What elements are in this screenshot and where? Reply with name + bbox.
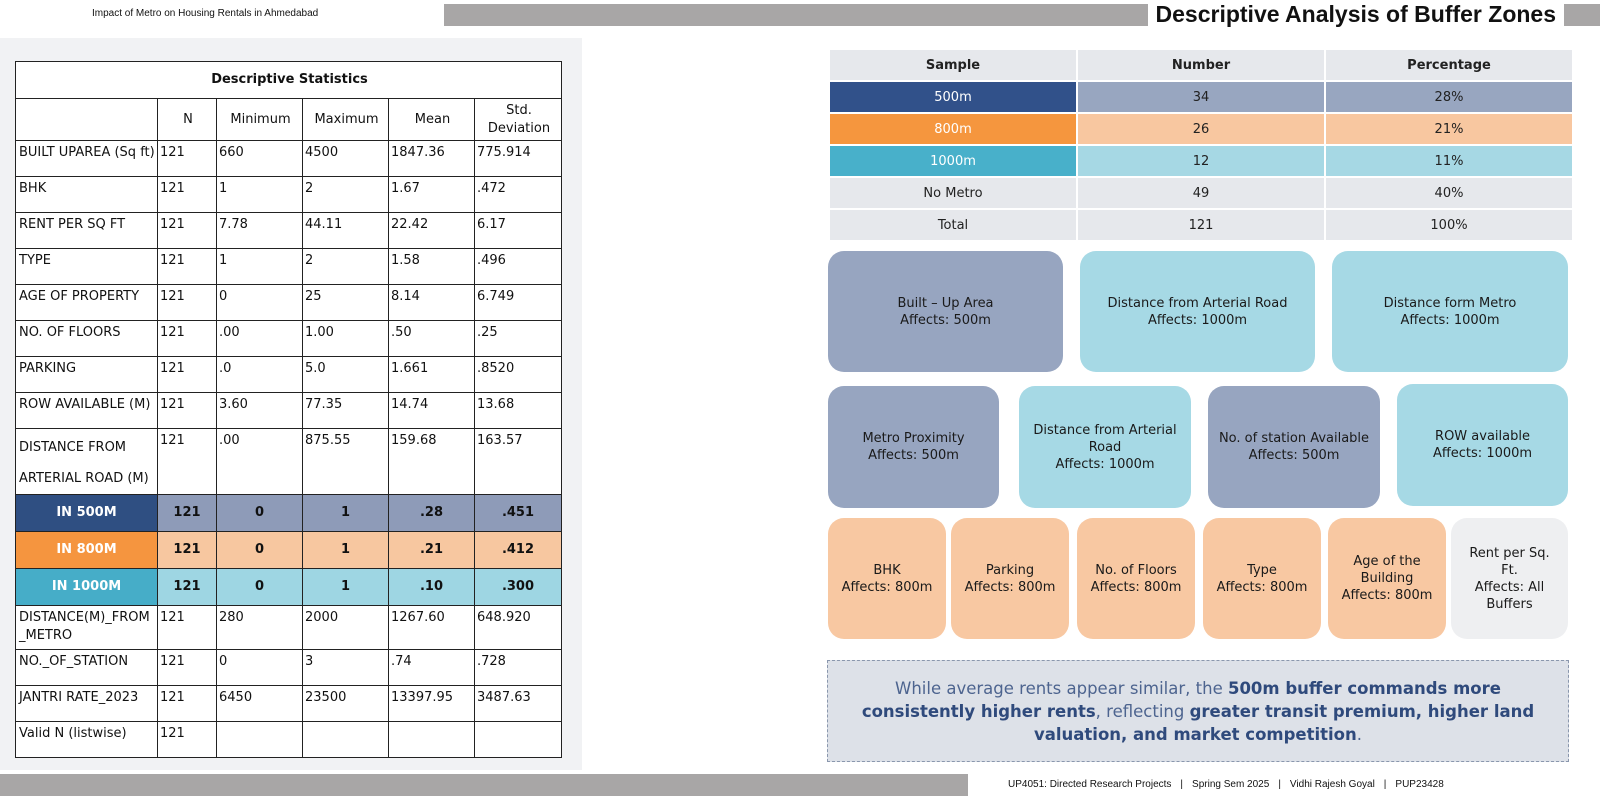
sample-row-no-metro	[830, 178, 1572, 208]
card-affects: Affects: 800m	[841, 579, 933, 595]
footer-author: Vidhi Rajesh Goyal	[1289, 779, 1375, 790]
table-title: Descriptive Statistics	[16, 62, 562, 99]
cell: 13397.95	[389, 686, 475, 722]
cell: 44.11	[303, 213, 389, 249]
cell: 1.67	[389, 177, 475, 213]
cell: 121	[1078, 210, 1324, 240]
cell: 121	[158, 429, 217, 495]
column-header: Sample	[830, 50, 1076, 80]
table-row	[16, 249, 562, 285]
factor-card-distance-arterial-road	[1080, 251, 1315, 372]
factor-card-distance-metro	[1332, 251, 1568, 372]
row-label: AGE OF PROPERTY	[16, 285, 158, 321]
factor-card-parking	[951, 518, 1069, 639]
cell: .728	[475, 650, 562, 686]
cell: 34	[1078, 82, 1324, 112]
card-title: Age of the Building	[1353, 554, 1421, 586]
table-row	[16, 606, 562, 650]
row-label: NO. OF FLOORS	[16, 321, 158, 357]
cell: .496	[475, 249, 562, 285]
cell: 121	[158, 213, 217, 249]
table-row	[16, 321, 562, 357]
card-affects: Affects: 1000m	[1432, 446, 1533, 461]
cell	[217, 722, 303, 758]
table-row	[16, 141, 562, 177]
footer-credits	[1008, 779, 1444, 790]
cell: 121	[158, 532, 217, 569]
factor-card-distance-arterial-road-2	[1019, 386, 1191, 508]
factor-card-age-building	[1328, 518, 1446, 639]
cell: .412	[475, 532, 562, 569]
cell: 1267.60	[389, 606, 475, 650]
cell: 12	[1078, 146, 1324, 176]
cell: 40%	[1326, 178, 1572, 208]
column-header: Minimum	[217, 99, 303, 141]
cell: 1.00	[303, 321, 389, 357]
card-affects: Affects: 1000m	[1147, 312, 1248, 328]
table-row	[16, 650, 562, 686]
factor-card-stations-available	[1208, 386, 1380, 508]
row-label: DISTANCE(M)_FROM _METRO	[16, 606, 158, 650]
cell: 121	[158, 141, 217, 177]
card-title: Distance from Arterial Road	[1107, 295, 1288, 311]
cell: 5.0	[303, 357, 389, 393]
cell: 2000	[303, 606, 389, 650]
column-header-blank	[16, 99, 158, 141]
sample-label: 500m	[830, 82, 1076, 112]
page-title: Descriptive Analysis of Buffer Zones	[1148, 0, 1564, 29]
cell: .472	[475, 177, 562, 213]
row-label: NO._OF_STATION	[16, 650, 158, 686]
note-emphasis: 500m buffer commands more consistently higher rents	[861, 678, 1501, 721]
cell: 121	[158, 569, 217, 606]
cell: .300	[475, 569, 562, 606]
cell: 6.17	[475, 213, 562, 249]
row-label: BUILT UPAREA (Sq ft)	[16, 141, 158, 177]
row-label: ROW AVAILABLE (M)	[16, 393, 158, 429]
factor-card-rent-per-sqft	[1451, 518, 1568, 639]
cell: 3.60	[217, 393, 303, 429]
cell: .8520	[475, 357, 562, 393]
column-header: Maximum	[303, 99, 389, 141]
sample-row-1000m	[830, 146, 1572, 176]
buffer-row-500m	[16, 495, 562, 532]
factor-card-floors	[1077, 518, 1195, 639]
footer-separator: |	[1180, 779, 1184, 790]
card-title: ROW available	[1435, 429, 1530, 444]
cell	[389, 722, 475, 758]
cell: 0	[217, 569, 303, 606]
cell: 875.55	[303, 429, 389, 495]
cell: 1	[217, 249, 303, 285]
cell: 121	[158, 321, 217, 357]
cell: 121	[158, 357, 217, 393]
cell: 23500	[303, 686, 389, 722]
row-label: Valid N (listwise)	[16, 722, 158, 758]
row-label: PARKING	[16, 357, 158, 393]
card-title: Distance form Metro	[1383, 295, 1517, 311]
card-affects: Affects: 500m	[900, 312, 991, 328]
card-affects: Affects: 1000m	[1400, 312, 1500, 328]
row-label: TYPE	[16, 249, 158, 285]
cell: 6450	[217, 686, 303, 722]
footer-id: PUP23428	[1395, 779, 1444, 790]
cell: .25	[475, 321, 562, 357]
sample-row-800m	[830, 114, 1572, 144]
cell	[303, 722, 389, 758]
cell: 159.68	[389, 429, 475, 495]
table-row	[16, 686, 562, 722]
footer-separator: |	[1383, 779, 1387, 790]
note-text: While average rents appear similar, the 500m buffer commands more consistently higher rents, reflecting greater transit premium, higher land valuation, and market competition.	[861, 678, 1535, 744]
row-label: RENT PER SQ FT	[16, 213, 158, 249]
descriptive-statistics-table	[15, 61, 562, 758]
card-title: No. of station Available	[1218, 431, 1370, 446]
cell: 1	[303, 532, 389, 569]
card-affects: Affects: 500m	[1248, 448, 1340, 463]
card-affects: Affects: 800m	[1090, 579, 1182, 595]
card-title: Metro Proximity	[862, 431, 965, 446]
column-header: N	[158, 99, 217, 141]
cell: 1847.36	[389, 141, 475, 177]
card-affects: Affects: 1000m	[1055, 456, 1155, 472]
card-title: No. of Floors	[1095, 562, 1177, 578]
table-row	[16, 213, 562, 249]
card-title: BHK	[873, 562, 901, 578]
cell: 14.74	[389, 393, 475, 429]
cell: 6.749	[475, 285, 562, 321]
sample-label: 800m	[830, 114, 1076, 144]
cell: 3	[303, 650, 389, 686]
card-affects: Affects: All Buffers	[1474, 579, 1545, 612]
footer-separator: |	[1278, 779, 1281, 790]
card-title: Parking	[985, 562, 1035, 578]
cell: 121	[158, 606, 217, 650]
cell: 28%	[1326, 82, 1572, 112]
column-header: Number	[1078, 50, 1324, 80]
card-title: Distance from Arterial Road	[1033, 422, 1177, 455]
conclusion-note	[827, 660, 1569, 762]
column-header: Percentage	[1326, 50, 1572, 80]
cell: 121	[158, 249, 217, 285]
cell: 25	[303, 285, 389, 321]
card-affects: Affects: 800m	[964, 579, 1056, 595]
factor-card-type	[1203, 518, 1321, 639]
cell: 2	[303, 249, 389, 285]
table-row	[16, 393, 562, 429]
cell: .00	[217, 429, 303, 495]
cell: .21	[389, 532, 475, 569]
row-label: BHK	[16, 177, 158, 213]
cell: 121	[158, 650, 217, 686]
factor-card-row-available	[1397, 384, 1568, 506]
cell: .28	[389, 495, 475, 532]
deck-subtitle: Impact of Metro on Housing Rentals in Ahmedabad	[92, 8, 319, 19]
cell: 0	[217, 495, 303, 532]
cell: 280	[217, 606, 303, 650]
factor-card-built-up-area	[828, 251, 1063, 372]
sample-row-total	[830, 210, 1572, 240]
cell: 121	[158, 722, 217, 758]
cell	[475, 722, 562, 758]
cell: 1	[303, 569, 389, 606]
cell: .0	[217, 357, 303, 393]
note-emphasis: greater transit premium, higher land valuation, and market competition	[1033, 701, 1535, 744]
cell: 100%	[1326, 210, 1572, 240]
row-label: IN 800M	[16, 532, 158, 569]
cell: 22.42	[389, 213, 475, 249]
footer-course: UP4051: Directed Research Projects	[1008, 779, 1172, 790]
row-label: JANTRI RATE_2023	[16, 686, 158, 722]
card-title: Rent per Sq. Ft.	[1469, 545, 1550, 578]
buffer-row-1000m	[16, 569, 562, 606]
factor-card-bhk	[828, 518, 946, 639]
cell: 1.58	[389, 249, 475, 285]
cell: .00	[217, 321, 303, 357]
table-row	[16, 177, 562, 213]
cell: 0	[217, 532, 303, 569]
table-row	[16, 285, 562, 321]
cell: 121	[158, 393, 217, 429]
row-label: IN 1000M	[16, 569, 158, 606]
sample-label: Total	[830, 210, 1076, 240]
card-affects: Affects: 500m	[868, 448, 959, 463]
table-row	[16, 722, 562, 758]
cell: 1.661	[389, 357, 475, 393]
cell: 0	[217, 650, 303, 686]
cell: 49	[1078, 178, 1324, 208]
footer-bar	[0, 774, 968, 796]
column-header: Mean	[389, 99, 475, 141]
row-label: DISTANCE FROM ARTERIAL ROAD (M)	[16, 429, 158, 495]
column-header: Std. Deviation	[475, 99, 562, 141]
sample-label: No Metro	[830, 178, 1076, 208]
table-row	[16, 357, 562, 393]
cell: .10	[389, 569, 475, 606]
cell: .74	[389, 650, 475, 686]
cell: 7.78	[217, 213, 303, 249]
cell: 21%	[1326, 114, 1572, 144]
cell: 1	[303, 495, 389, 532]
card-affects: Affects: 800m	[1216, 579, 1308, 595]
cell: 121	[158, 285, 217, 321]
cell: 1	[217, 177, 303, 213]
cell: 13.68	[475, 393, 562, 429]
cell: 4500	[303, 141, 389, 177]
cell: 121	[158, 495, 217, 532]
cell: 26	[1078, 114, 1324, 144]
cell: 660	[217, 141, 303, 177]
factor-card-metro-proximity	[828, 386, 999, 508]
sample-summary-table	[828, 48, 1574, 242]
cell: 163.57	[475, 429, 562, 495]
card-title: Type	[1247, 562, 1277, 578]
cell: 2	[303, 177, 389, 213]
cell: .451	[475, 495, 562, 532]
cell: 648.920	[475, 606, 562, 650]
cell: 775.914	[475, 141, 562, 177]
card-affects: Affects: 800m	[1341, 588, 1433, 603]
cell: 11%	[1326, 146, 1572, 176]
footer-term: Spring Sem 2025	[1192, 779, 1270, 790]
row-label: IN 500M	[16, 495, 158, 532]
cell: 0	[217, 285, 303, 321]
table-row	[16, 429, 562, 495]
cell: .50	[389, 321, 475, 357]
cell: 121	[158, 686, 217, 722]
cell: 77.35	[303, 393, 389, 429]
sample-row-500m	[830, 82, 1572, 112]
buffer-row-800m	[16, 532, 562, 569]
cell: 121	[158, 177, 217, 213]
cell: 3487.63	[475, 686, 562, 722]
card-title: Built – Up Area	[897, 295, 994, 311]
cell: 8.14	[389, 285, 475, 321]
sample-label: 1000m	[830, 146, 1076, 176]
